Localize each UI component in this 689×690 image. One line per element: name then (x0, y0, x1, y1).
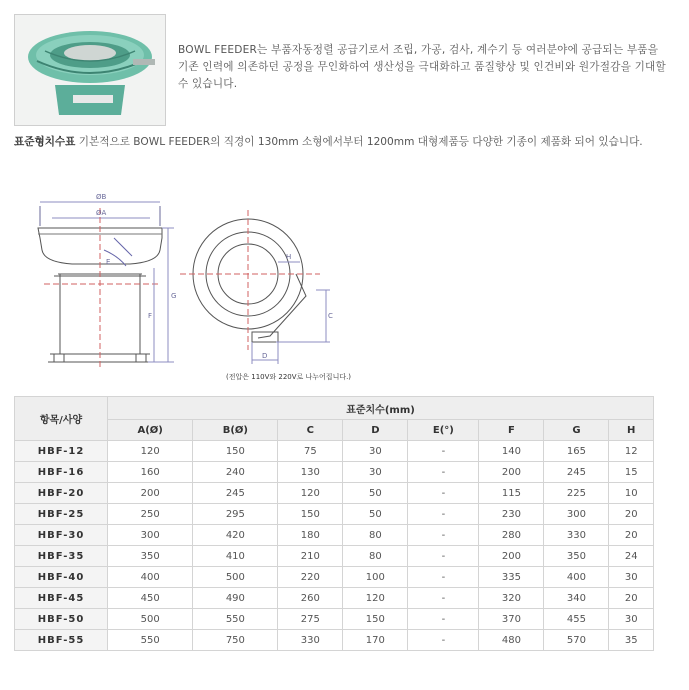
value-cell: 100 (343, 567, 408, 588)
value-cell: 335 (479, 567, 544, 588)
value-cell: 200 (108, 483, 193, 504)
column-header: H (609, 420, 654, 441)
column-header: G (544, 420, 609, 441)
value-cell: 140 (479, 441, 544, 462)
value-cell: 30 (609, 567, 654, 588)
value-cell: 550 (193, 609, 278, 630)
table-row (15, 441, 654, 462)
model-cell: HBF-12 (15, 441, 108, 462)
column-header-row (15, 420, 654, 441)
value-cell: 330 (544, 525, 609, 546)
value-cell: 170 (343, 630, 408, 651)
value-cell: 80 (343, 546, 408, 567)
model-cell: HBF-45 (15, 588, 108, 609)
value-cell: 500 (108, 609, 193, 630)
dimension-drawing-svg (30, 178, 430, 393)
value-cell: 570 (544, 630, 609, 651)
value-cell: - (408, 525, 479, 546)
value-cell: 20 (609, 525, 654, 546)
label-e: E (106, 258, 111, 266)
standard-size-text: 기본적으로 BOWL FEEDER의 직경이 130mm 소형에서부터 1200mm 대형제품등 다양한 기종이 제품화 되어 있습니다. (75, 136, 643, 148)
value-cell: - (408, 483, 479, 504)
value-cell: 12 (609, 441, 654, 462)
standard-size-description (14, 134, 664, 151)
value-cell: 340 (544, 588, 609, 609)
value-cell: 420 (193, 525, 278, 546)
value-cell: 320 (479, 588, 544, 609)
value-cell: 275 (278, 609, 343, 630)
product-photo (14, 14, 166, 126)
model-cell: HBF-25 (15, 504, 108, 525)
column-header: D (343, 420, 408, 441)
value-cell: 35 (609, 630, 654, 651)
value-cell: 160 (108, 462, 193, 483)
value-cell: 450 (108, 588, 193, 609)
value-cell: 50 (343, 483, 408, 504)
column-header: C (278, 420, 343, 441)
value-cell: 130 (278, 462, 343, 483)
value-cell: 300 (108, 525, 193, 546)
table-row (15, 630, 654, 651)
standard-dimension-header: 표준치수(mm) (108, 397, 654, 420)
value-cell: 180 (278, 525, 343, 546)
model-cell: HBF-55 (15, 630, 108, 651)
value-cell: - (408, 630, 479, 651)
value-cell: 750 (193, 630, 278, 651)
value-cell: 400 (108, 567, 193, 588)
value-cell: 120 (108, 441, 193, 462)
value-cell: 30 (343, 462, 408, 483)
label-diameter-a: ØA (96, 209, 107, 217)
table-row (15, 546, 654, 567)
value-cell: - (408, 588, 479, 609)
value-cell: 150 (278, 504, 343, 525)
model-cell: HBF-16 (15, 462, 108, 483)
value-cell: - (408, 609, 479, 630)
value-cell: 20 (609, 588, 654, 609)
value-cell: 150 (193, 441, 278, 462)
spec-table (14, 396, 654, 651)
table-row (15, 609, 654, 630)
value-cell: 115 (479, 483, 544, 504)
value-cell: 500 (193, 567, 278, 588)
item-spec-header: 항목/사양 (15, 397, 108, 441)
standard-size-label: 표준형치수표 (14, 136, 76, 148)
value-cell: - (408, 546, 479, 567)
label-d: D (262, 352, 268, 360)
value-cell: 75 (278, 441, 343, 462)
table-row (15, 525, 654, 546)
spec-table-body (15, 441, 654, 651)
label-c: C (328, 312, 333, 320)
value-cell: 295 (193, 504, 278, 525)
value-cell: 230 (479, 504, 544, 525)
table-row (15, 483, 654, 504)
value-cell: 120 (343, 588, 408, 609)
model-cell: HBF-50 (15, 609, 108, 630)
model-cell: HBF-35 (15, 546, 108, 567)
value-cell: 30 (609, 609, 654, 630)
table-row (15, 567, 654, 588)
value-cell: 200 (479, 462, 544, 483)
value-cell: - (408, 567, 479, 588)
value-cell: 210 (278, 546, 343, 567)
value-cell: 455 (544, 609, 609, 630)
column-header: B(Ø) (193, 420, 278, 441)
label-f: F (148, 312, 153, 320)
value-cell: 400 (544, 567, 609, 588)
value-cell: 350 (544, 546, 609, 567)
label-g: G (171, 292, 177, 300)
value-cell: 330 (278, 630, 343, 651)
table-row (15, 588, 654, 609)
bowl-feeder-photo (15, 15, 165, 125)
value-cell: 410 (193, 546, 278, 567)
value-cell: 24 (609, 546, 654, 567)
model-cell: HBF-20 (15, 483, 108, 504)
value-cell: 280 (479, 525, 544, 546)
value-cell: 220 (278, 567, 343, 588)
value-cell: 240 (193, 462, 278, 483)
value-cell: 10 (609, 483, 654, 504)
model-cell: HBF-30 (15, 525, 108, 546)
intro-paragraph: BOWL FEEDER는 부품자동정렬 공급기로서 조립, 가공, 검사, 계수기 등 여러분야에 공급되는 부품을 기존 인력에 의존하던 공정을 무인화하여 생산성을 극대화하고 품질향상 및 인건비와 원가절감을 기대할 수 있습니다. (178, 44, 666, 90)
value-cell: 50 (343, 504, 408, 525)
value-cell: 15 (609, 462, 654, 483)
value-cell: 120 (278, 483, 343, 504)
label-h: H (286, 253, 292, 261)
value-cell: 20 (609, 504, 654, 525)
value-cell: 165 (544, 441, 609, 462)
value-cell: 260 (278, 588, 343, 609)
value-cell: 300 (544, 504, 609, 525)
value-cell: 480 (479, 630, 544, 651)
model-cell: HBF-40 (15, 567, 108, 588)
column-header: F (479, 420, 544, 441)
value-cell: 245 (544, 462, 609, 483)
value-cell: 245 (193, 483, 278, 504)
value-cell: 30 (343, 441, 408, 462)
value-cell: 150 (343, 609, 408, 630)
value-cell: 350 (108, 546, 193, 567)
value-cell: - (408, 462, 479, 483)
value-cell: 80 (343, 525, 408, 546)
column-header: A(Ø) (108, 420, 193, 441)
value-cell: 200 (479, 546, 544, 567)
label-diameter-b: ØB (96, 193, 107, 201)
value-cell: - (408, 441, 479, 462)
value-cell: 550 (108, 630, 193, 651)
dimension-drawing (30, 178, 430, 393)
value-cell: 370 (479, 609, 544, 630)
value-cell: - (408, 504, 479, 525)
value-cell: 225 (544, 483, 609, 504)
table-row (15, 504, 654, 525)
voltage-note: (전압은 110V와 220V로 나누어집니다.) (226, 373, 352, 381)
value-cell: 490 (193, 588, 278, 609)
table-row (15, 462, 654, 483)
column-header: E(°) (408, 420, 479, 441)
value-cell: 250 (108, 504, 193, 525)
